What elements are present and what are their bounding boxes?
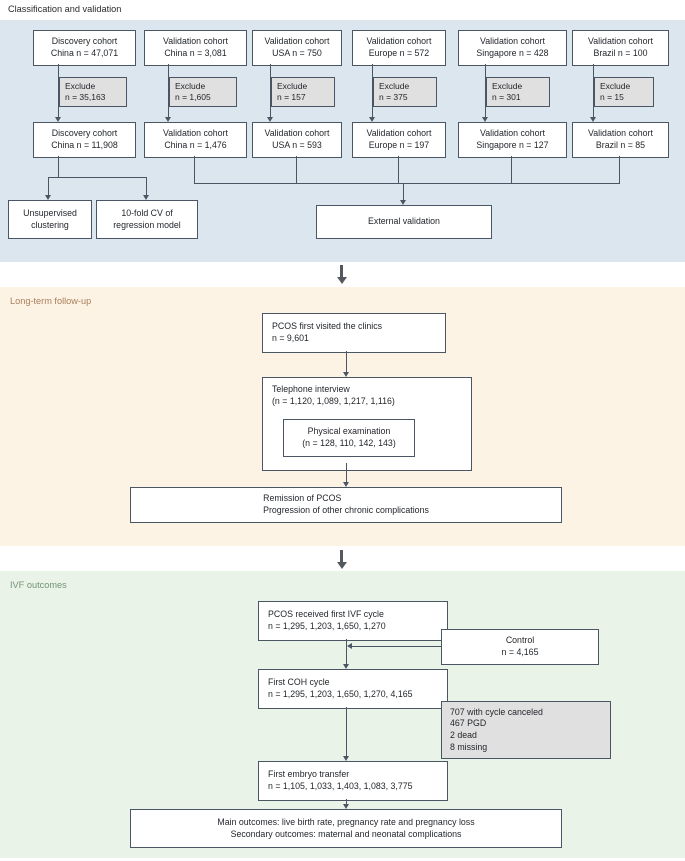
validation-china-top-box bbox=[144, 30, 247, 66]
validation-europe-top-box bbox=[352, 30, 446, 66]
outcome-line1: Remission of PCOS bbox=[263, 493, 342, 504]
cohort-line1: Validation cohort bbox=[480, 36, 545, 47]
analysis-line2: clustering bbox=[31, 219, 69, 230]
exclude-box bbox=[594, 77, 654, 107]
exclude-label: Exclude bbox=[277, 80, 308, 91]
cohort-line1: Discovery cohort bbox=[51, 128, 118, 139]
connector-line bbox=[346, 707, 347, 756]
exclude-value: n = 35,163 bbox=[65, 92, 106, 102]
transfer-line2: n = 1,105, 1,033, 1,403, 1,083, 3,775 bbox=[268, 781, 413, 791]
coh-line2: n = 1,295, 1,203, 1,650, 1,270, 4,165 bbox=[268, 689, 413, 699]
connector-line bbox=[48, 177, 147, 178]
cohort-line2: USA n = 750 bbox=[272, 48, 322, 58]
cohort-line1: Validation cohort bbox=[163, 36, 228, 47]
exclude-label: Exclude bbox=[492, 80, 523, 91]
exclude-value: n = 1,605 bbox=[175, 92, 211, 102]
connector-line bbox=[346, 463, 347, 482]
cohort-line2: Brazil n = 100 bbox=[593, 48, 648, 58]
exclude-value: n = 301 bbox=[492, 92, 521, 102]
connector-line bbox=[58, 156, 59, 177]
pcos-first-visit-box bbox=[262, 313, 446, 353]
cohort-line2: Singapore n = 127 bbox=[476, 140, 549, 150]
cohort-line1: Validation cohort bbox=[366, 128, 432, 139]
validation-singapore-filtered-box bbox=[458, 122, 567, 158]
physical-line2: (n = 128, 110, 142, 143) bbox=[302, 438, 396, 448]
exclude-label: Exclude bbox=[175, 80, 206, 91]
connector-line bbox=[194, 156, 195, 183]
cohort-line2: USA n = 593 bbox=[272, 140, 322, 150]
cohort-line1: Validation cohort bbox=[366, 36, 432, 47]
cohort-line1: Discovery cohort bbox=[51, 36, 118, 47]
validation-europe-filtered-box bbox=[352, 122, 446, 158]
discovery-cohort-filtered-box bbox=[33, 122, 136, 158]
ivf-title: IVF outcomes bbox=[10, 580, 67, 590]
coh-line1: First COH cycle bbox=[268, 677, 330, 688]
exclude-value: n = 157 bbox=[277, 92, 306, 102]
connector-line bbox=[403, 183, 404, 200]
followup-title: Long-term follow-up bbox=[10, 296, 92, 306]
validation-brazil-filtered-box bbox=[572, 122, 669, 158]
exclude-box bbox=[373, 77, 437, 107]
cohort-line1: Validation cohort bbox=[480, 128, 545, 139]
panel-transition-arrow-head bbox=[337, 562, 347, 569]
canceled-line1: 707 with cycle canceled bbox=[450, 706, 543, 717]
first-ivf-cycle-box bbox=[258, 601, 448, 641]
discovery-cohort-top-box bbox=[33, 30, 136, 66]
cohort-line2: Singapore n = 428 bbox=[476, 48, 549, 58]
control-line1: Control bbox=[505, 635, 535, 646]
canceled-line4: 8 missing bbox=[450, 741, 488, 752]
transfer-line1: First embryo transfer bbox=[268, 769, 350, 780]
exclude-box bbox=[59, 77, 127, 107]
exclude-label: Exclude bbox=[65, 80, 96, 91]
validation-usa-top-box bbox=[252, 30, 342, 66]
ivf-cycle-line2: n = 1,295, 1,203, 1,650, 1,270 bbox=[268, 621, 386, 631]
canceled-line2: 467 PGD bbox=[450, 718, 487, 729]
analysis-line1: Unsupervised bbox=[23, 207, 77, 218]
analysis-line2: regression model bbox=[113, 219, 181, 230]
physical-examination-box bbox=[283, 419, 415, 457]
unsupervised-clustering-box bbox=[8, 200, 92, 239]
visit-line2: n = 9,601 bbox=[272, 333, 309, 343]
first-embryo-transfer-box bbox=[258, 761, 448, 801]
cohort-line2: China n = 3,081 bbox=[164, 48, 227, 58]
exclude-box bbox=[271, 77, 335, 107]
ivf-outcomes-box bbox=[130, 809, 562, 848]
first-coh-cycle-box bbox=[258, 669, 448, 709]
cohort-line1: Validation cohort bbox=[264, 36, 330, 47]
cohort-line2: Europe n = 197 bbox=[368, 140, 430, 150]
cohort-line2: China n = 1,476 bbox=[164, 140, 227, 150]
validation-china-filtered-box bbox=[144, 122, 247, 158]
outcomes-line1: Main outcomes: live birth rate, pregnancy rate and pregnancy loss bbox=[217, 816, 475, 827]
outcome-line2: Progression of other chronic complications bbox=[263, 505, 429, 515]
exclude-label: Exclude bbox=[379, 80, 410, 91]
cycle-canceled-box bbox=[441, 701, 611, 759]
connector-line bbox=[48, 177, 49, 195]
cohort-line1: Validation cohort bbox=[163, 128, 228, 139]
validation-usa-filtered-box bbox=[252, 122, 342, 158]
exclude-label: Exclude bbox=[600, 80, 631, 91]
cohort-line2: Brazil n = 85 bbox=[595, 140, 646, 150]
connector-line bbox=[398, 156, 399, 183]
connector-line bbox=[346, 351, 347, 372]
classification-title: Classification and validation bbox=[8, 4, 122, 14]
cohort-line2: Europe n = 572 bbox=[368, 48, 430, 58]
panel-transition-arrow-head bbox=[337, 277, 347, 284]
external-validation-box bbox=[316, 205, 492, 239]
physical-line1: Physical examination bbox=[307, 426, 391, 437]
cohort-line2: China n = 11,908 bbox=[51, 140, 118, 150]
cohort-line1: Validation cohort bbox=[588, 128, 653, 139]
outcomes-line2: Secondary outcomes: maternal and neonatal complications bbox=[230, 828, 462, 839]
panel-transition-arrow bbox=[340, 550, 343, 562]
interview-line1: Telephone interview bbox=[272, 384, 350, 394]
visit-line1: PCOS first visited the clinics bbox=[272, 321, 382, 332]
validation-singapore-top-box bbox=[458, 30, 567, 66]
external-validation-label: External validation bbox=[368, 216, 440, 227]
connector-line bbox=[511, 156, 512, 183]
connector-line bbox=[194, 183, 620, 184]
control-line2: n = 4,165 bbox=[501, 647, 539, 657]
connector-line bbox=[296, 156, 297, 183]
ivf-cycle-line1: PCOS received first IVF cycle bbox=[268, 609, 384, 620]
arrow-head-left bbox=[347, 643, 352, 649]
exclude-box bbox=[486, 77, 550, 107]
cv-regression-box bbox=[96, 200, 198, 239]
connector-line bbox=[346, 639, 347, 664]
connector-line bbox=[619, 156, 620, 183]
followup-outcome-box bbox=[130, 487, 562, 523]
exclude-value: n = 15 bbox=[600, 92, 624, 102]
interview-line2: (n = 1,120, 1,089, 1,217, 1,116) bbox=[272, 395, 395, 406]
outcome-text-block bbox=[263, 493, 429, 516]
panel-transition-arrow bbox=[340, 265, 343, 277]
analysis-line1: 10-fold CV of bbox=[121, 207, 173, 218]
canceled-line3: 2 dead bbox=[450, 730, 477, 740]
validation-brazil-top-box bbox=[572, 30, 669, 66]
cohort-line1: Validation cohort bbox=[264, 128, 330, 139]
control-box bbox=[441, 629, 599, 665]
connector-line bbox=[146, 177, 147, 195]
exclude-value: n = 375 bbox=[379, 92, 408, 102]
cohort-line2: China n = 47,071 bbox=[50, 48, 119, 58]
control-connector-line bbox=[352, 646, 441, 647]
cohort-line1: Validation cohort bbox=[588, 36, 653, 47]
exclude-box bbox=[169, 77, 237, 107]
